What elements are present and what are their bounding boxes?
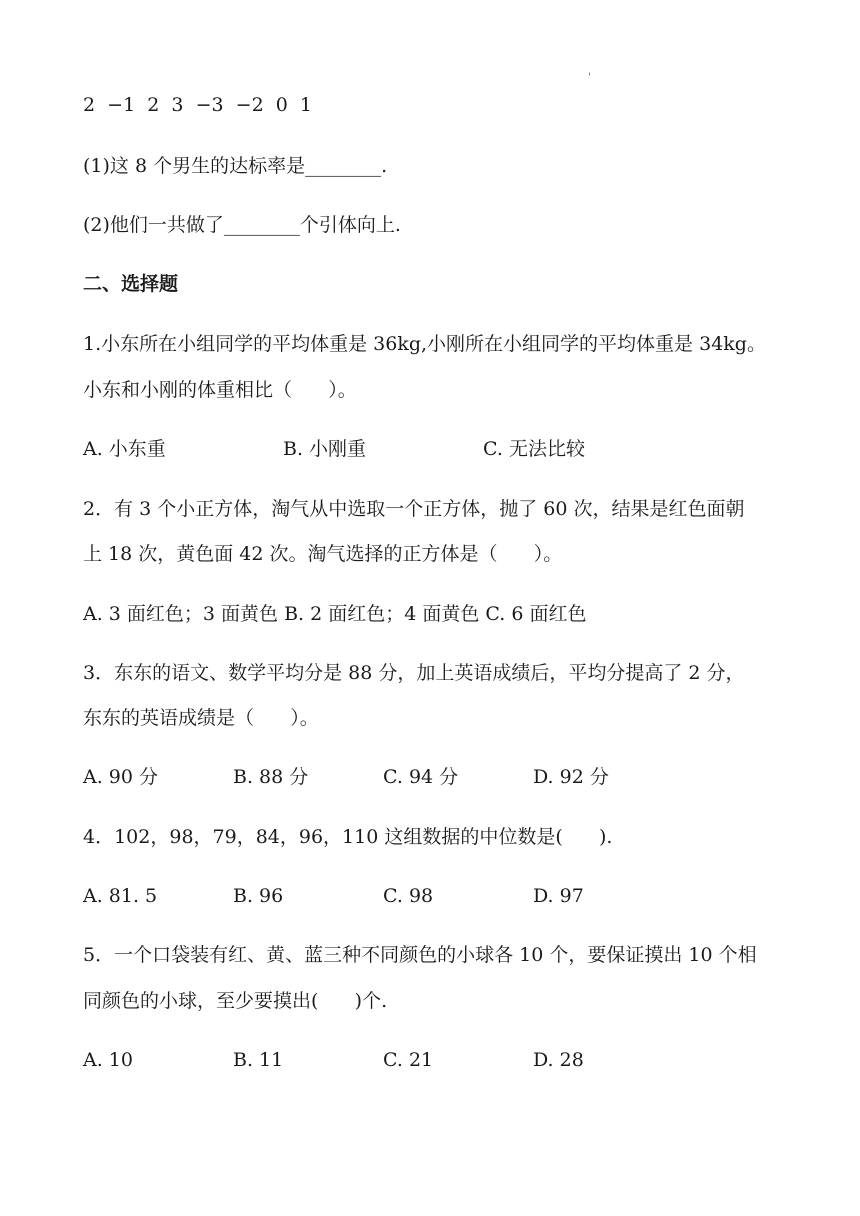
question-5-option-a: A. 10 xyxy=(83,1049,133,1071)
question-1-option-c: C. 无法比较 xyxy=(483,438,585,460)
question-4-line-1: 4．102，98，79，84，96，110 这组数据的中位数是( ). xyxy=(83,826,613,848)
question-4-option-c: C. 98 xyxy=(383,885,434,907)
question-1-option-a: A. 小东重 xyxy=(83,438,166,460)
question-1-line-1: 1.小东所在小组同学的平均体重是 36kg,小刚所在小组同学的平均体重是 34kg。 xyxy=(83,333,766,355)
question-4-option-b: B. 96 xyxy=(233,885,284,907)
question-5-option-b: B. 11 xyxy=(233,1049,284,1071)
sub-question-2: (2)他们一共做了________个引体向上. xyxy=(83,214,401,236)
question-5-option-c: C. 21 xyxy=(383,1049,434,1071)
question-5-line-1: 5．一个口袋装有红、黄、蓝三种不同颜色的小球各 10 个，要保证摸出 10 个相 xyxy=(83,944,757,966)
data-row: 2 −1 2 3 −3 −2 0 1 xyxy=(83,94,313,116)
question-1-option-b: B. 小刚重 xyxy=(283,438,367,460)
top-mark: ' xyxy=(588,72,591,83)
question-1-line-2: 小东和小刚的体重相比（ ）。 xyxy=(83,379,357,401)
question-5-line-2: 同颜色的小球，至少要摸出( )个. xyxy=(83,990,388,1012)
sub-question-1: (1)这 8 个男生的达标率是________. xyxy=(83,155,388,177)
question-3-line-2: 东东的英语成绩是（ ）。 xyxy=(83,707,319,729)
question-5-option-d: D. 28 xyxy=(533,1049,584,1071)
question-2-options: A. 3 面红色；3 面黄色 B. 2 面红色；4 面黄色 C. 6 面红色 xyxy=(83,603,587,625)
question-3-line-1: 3．东东的语文、数学平均分是 88 分，加上英语成绩后，平均分提高了 2 分， xyxy=(83,662,745,684)
question-3-option-d: D. 92 分 xyxy=(533,766,609,788)
question-3-option-c: C. 94 分 xyxy=(383,766,459,788)
question-4-option-d: D. 97 xyxy=(533,885,584,907)
section-heading: 二、选择题 xyxy=(83,273,179,295)
question-2-line-1: 2．有 3 个小正方体，淘气从中选取一个正方体，抛了 60 次，结果是红色面朝 xyxy=(83,498,745,520)
question-2-line-2: 上 18 次，黄色面 42 次。淘气选择的正方体是（ ）。 xyxy=(83,543,563,565)
question-4-option-a: A. 81. 5 xyxy=(83,885,158,907)
question-3-option-a: A. 90 分 xyxy=(83,766,159,788)
question-3-option-b: B. 88 分 xyxy=(233,766,309,788)
